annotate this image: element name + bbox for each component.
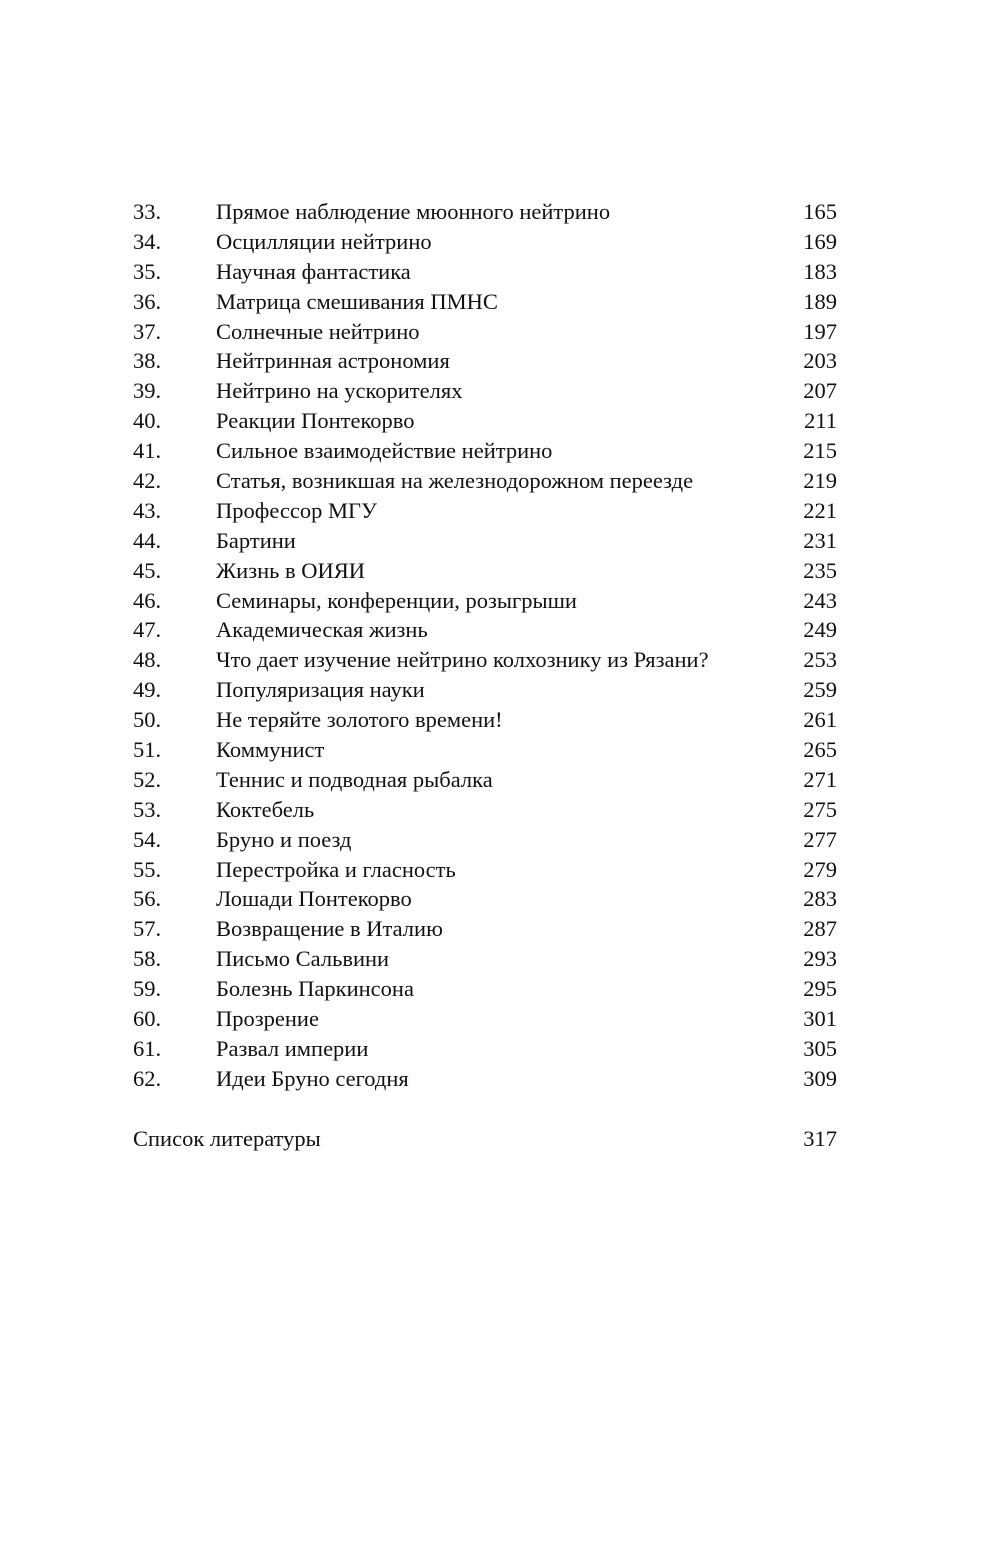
toc-entry <box>133 466 837 496</box>
toc-entry <box>133 346 837 376</box>
toc-entry-number: 44. <box>133 527 162 553</box>
toc-entry-page: 165 <box>803 199 837 224</box>
toc-entry-page: 259 <box>803 677 837 703</box>
toc-entry-title: Осцилляции нейтрино <box>216 228 432 254</box>
bibliography-title: Список литературы <box>133 1126 321 1151</box>
toc-entry <box>133 675 837 705</box>
toc-entry-page: 287 <box>803 916 837 942</box>
toc-entry-page: 183 <box>803 258 837 284</box>
toc-entry-number: 36. <box>133 288 162 314</box>
toc-entry-page: 305 <box>803 1035 837 1061</box>
toc-entry <box>133 825 837 855</box>
bibliography-page: 317 <box>803 1126 837 1151</box>
toc-entry-title: Матрица смешивания ПМНС <box>216 288 498 314</box>
toc-entry-page: 283 <box>803 886 837 912</box>
toc-entry-title: Научная фантастика <box>216 258 411 284</box>
toc-entry-number: 52. <box>133 766 162 792</box>
toc-entry-page: 219 <box>803 468 837 494</box>
toc-entry-title: Развал империи <box>216 1035 369 1061</box>
toc-entry-title: Коктебель <box>216 796 315 822</box>
toc-entry-page: 261 <box>803 707 837 733</box>
toc-entry-title: Сильное взаимодействие нейтрино <box>216 438 553 464</box>
toc-entry-number: 62. <box>133 1065 162 1091</box>
toc-entry-title: Что дает изучение нейтрино колхознику из Рязани? <box>216 647 709 673</box>
toc-entry <box>133 526 837 556</box>
toc-entry-number: 57. <box>133 916 162 942</box>
toc-entry-page: 203 <box>803 348 837 374</box>
toc-entry <box>133 496 837 526</box>
toc-entry <box>133 735 837 765</box>
toc-entry-number: 47. <box>133 617 162 643</box>
toc-entry-page: 293 <box>803 946 837 972</box>
toc-entry-number: 48. <box>133 647 162 673</box>
toc-entry <box>133 287 837 317</box>
toc-entry <box>133 436 837 466</box>
toc-entry-page: 215 <box>803 438 837 464</box>
toc-entry-title: Солнечные нейтрино <box>216 318 420 344</box>
toc-entry <box>133 914 837 944</box>
toc-entry-title: Теннис и подводная рыбалка <box>216 766 493 792</box>
toc-entry-number: 35. <box>133 258 162 284</box>
toc-entry-number: 61. <box>133 1035 162 1061</box>
toc-entry-page: 277 <box>803 826 837 852</box>
toc-entry-number: 54. <box>133 826 162 852</box>
toc-entry-page: 169 <box>803 228 837 254</box>
toc-entry-title: Нейтрино на ускорителях <box>216 378 463 404</box>
toc-entry-page: 221 <box>803 497 837 523</box>
toc-entry-page: 271 <box>803 766 837 792</box>
toc-entry-number: 45. <box>133 557 162 583</box>
toc-entry-page: 207 <box>803 378 837 404</box>
toc-entry-number: 42. <box>133 468 162 494</box>
toc-entry-number: 33. <box>133 199 162 224</box>
toc-entry-title: Письмо Сальвини <box>216 946 390 972</box>
toc-entry <box>133 705 837 735</box>
toc-entry <box>133 197 837 227</box>
toc-entry-title: Реакции Понтекорво <box>216 408 415 434</box>
toc-entry-number: 39. <box>133 378 162 404</box>
toc-entry-title: Нейтринная астрономия <box>216 348 450 374</box>
toc-entry <box>133 317 837 347</box>
toc-entry-number: 40. <box>133 408 162 434</box>
toc-entry-number: 55. <box>133 856 162 882</box>
toc-entry <box>133 974 837 1004</box>
toc-entry <box>133 556 837 586</box>
toc-entry-title: Возвращение в Италию <box>216 916 443 942</box>
toc-entry-title: Популяризация науки <box>216 677 425 703</box>
toc-entry-title: Семинары, конференции, розыгрыши <box>216 587 577 613</box>
toc-entry-title: Коммунист <box>216 737 325 763</box>
toc-entry <box>133 376 837 406</box>
toc-entry-number: 53. <box>133 796 162 822</box>
toc-entry-number: 37. <box>133 318 162 344</box>
toc-entry-title: Бруно и поезд <box>216 826 352 852</box>
toc-entry-title: Лошади Понтекорво <box>216 886 412 912</box>
table-of-contents <box>133 197 837 1094</box>
toc-entry-page: 249 <box>803 617 837 643</box>
toc-entry-title: Профессор МГУ <box>216 497 377 523</box>
toc-entry <box>133 586 837 616</box>
toc-entry-title: Бартини <box>216 527 296 553</box>
toc-entry-number: 50. <box>133 707 162 733</box>
toc-entry-page: 211 <box>804 408 837 434</box>
toc-entry-number: 34. <box>133 228 162 254</box>
toc-entry-page: 265 <box>803 737 837 763</box>
toc-entry-number: 58. <box>133 946 162 972</box>
toc-entry <box>133 884 837 914</box>
toc-entry-page: 243 <box>803 587 837 613</box>
toc-entry <box>133 1034 837 1064</box>
toc-entry-number: 51. <box>133 737 162 763</box>
toc-bibliography-entry <box>133 1124 837 1154</box>
toc-entry <box>133 855 837 885</box>
toc-entry-page: 309 <box>803 1065 837 1091</box>
toc-entry-number: 59. <box>133 976 162 1002</box>
toc-entry-title: Жизнь в ОИЯИ <box>216 557 366 583</box>
toc-entry <box>133 765 837 795</box>
toc-entry-page: 275 <box>803 796 837 822</box>
toc-entry-page: 189 <box>803 288 837 314</box>
toc-entry <box>133 406 837 436</box>
toc-entry <box>133 257 837 287</box>
toc-entry-page: 235 <box>803 557 837 583</box>
toc-entry <box>133 795 837 825</box>
toc-entry-title: Не теряйте золотого времени! <box>216 707 503 733</box>
toc-entry-page: 295 <box>803 976 837 1002</box>
toc-entry-number: 43. <box>133 497 162 523</box>
toc-entry-page: 197 <box>803 318 837 344</box>
toc-entry-page: 301 <box>803 1006 837 1032</box>
toc-entry-title: Прозрение <box>216 1006 319 1032</box>
toc-entry <box>133 1064 837 1094</box>
toc-entry-title: Идеи Бруно сегодня <box>216 1065 409 1091</box>
toc-entry-number: 38. <box>133 348 162 374</box>
toc-entry <box>133 944 837 974</box>
toc-entry-page: 253 <box>803 647 837 673</box>
toc-entry-title: Академическая жизнь <box>216 617 428 643</box>
toc-entry <box>133 1004 837 1034</box>
toc-entry-number: 46. <box>133 587 162 613</box>
toc-entry-title: Болезнь Паркинсона <box>216 976 414 1002</box>
toc-entry-title: Перестройка и гласность <box>216 856 456 882</box>
toc-entry-number: 41. <box>133 438 162 464</box>
toc-entry <box>133 227 837 257</box>
toc-entry-number: 49. <box>133 677 162 703</box>
toc-entry-title: Статья, возникшая на железнодорожном переезде <box>216 468 694 494</box>
toc-entry-number: 60. <box>133 1006 162 1032</box>
toc-entry <box>133 645 837 675</box>
toc-entry <box>133 615 837 645</box>
toc-entry-title: Прямое наблюдение мюонного нейтрино <box>216 199 611 224</box>
toc-entry-number: 56. <box>133 886 162 912</box>
toc-entry-page: 231 <box>803 527 837 553</box>
toc-entry-page: 279 <box>803 856 837 882</box>
